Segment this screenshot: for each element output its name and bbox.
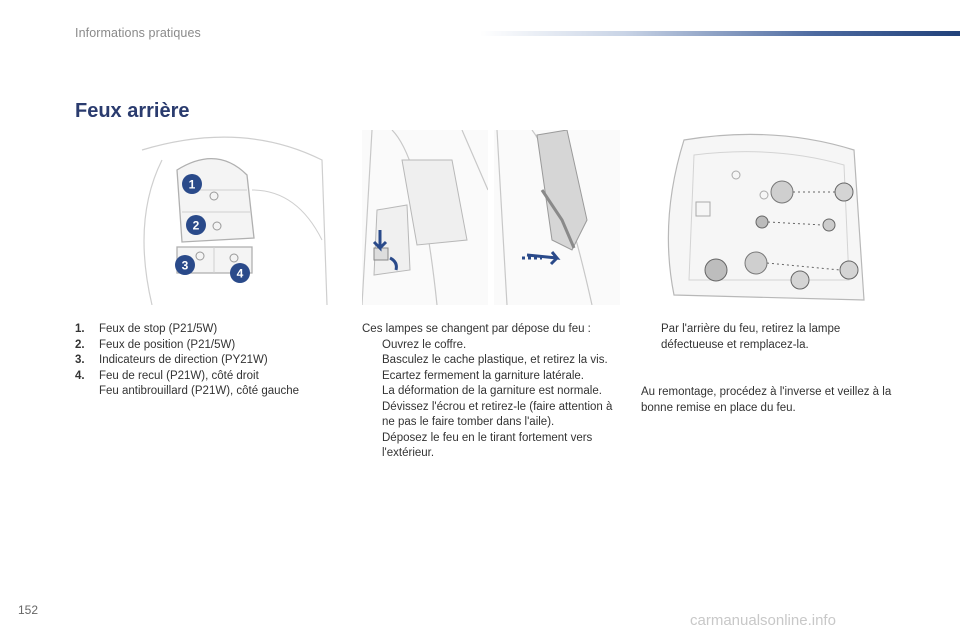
rear-lamp-illustration [122, 130, 337, 305]
legend-item: 2. Feux de position (P21/5W) [75, 338, 236, 351]
step-bullet [641, 322, 661, 353]
callout-2-label: 2 [192, 218, 200, 233]
step-bullet [362, 431, 382, 462]
procedure-step: Déposez le feu en le tirant fortement vers l'extérieur. [362, 431, 627, 462]
callout-2 [186, 215, 206, 235]
header-gradient-bar [480, 31, 960, 36]
callout-4 [230, 263, 250, 283]
section-header: Informations pratiques [75, 26, 201, 40]
procedure-step-note: La déformation de la garniture est normale. [382, 385, 602, 397]
step-bullet [362, 353, 382, 369]
replacement-procedure [641, 322, 906, 416]
callout-4-label: 4 [236, 266, 244, 281]
page-title: Feux arrière [75, 100, 190, 122]
procedure-step: Basculez le cache plastique, et retirez la vis. [362, 353, 627, 369]
lamp-bulbs-illustration [654, 130, 886, 305]
step-bullet [362, 400, 382, 431]
procedure-step: Ouvrez le coffre. [362, 338, 627, 354]
removal-procedure [362, 322, 627, 462]
procedure-step: Ecartez fermement la garniture latérale. [362, 369, 627, 385]
procedure-intro: Ces lampes se changent par dépose du feu : [362, 323, 591, 335]
watermark: carmanualsonline.info [690, 612, 836, 629]
page-number: 152 [18, 603, 39, 617]
legend-item: 1. Feux de stop (P21/5W) [75, 323, 218, 335]
callout-3 [175, 255, 195, 275]
legend-item: 3. Indicateurs de direction (PY21W) [75, 354, 268, 366]
spacer [641, 353, 906, 385]
procedure-step: Par l'arrière du feu, retirez la lampe défectueuse et remplacez-la. [641, 322, 906, 353]
callout-1-label: 1 [188, 177, 196, 192]
boot-trim-illustration [362, 130, 620, 305]
step-bullet [362, 369, 382, 385]
procedure-step: Dévissez l'écrou et retirez-le (faire attention à ne pas le faire tomber dans l'aile). [362, 400, 627, 431]
legend-item-extra: Feu antibrouillard (P21W), côté gauche [99, 385, 300, 397]
legend-item: 4. Feu de recul (P21W), côté droit [75, 369, 259, 382]
callout-3-label: 3 [181, 258, 189, 273]
reassembly-note: Au remontage, procédez à l'inverse et veillez à la bonne remise en place du feu. [641, 386, 892, 414]
step-bullet [362, 338, 382, 354]
bulb-legend [75, 322, 335, 400]
callout-1 [182, 174, 202, 194]
